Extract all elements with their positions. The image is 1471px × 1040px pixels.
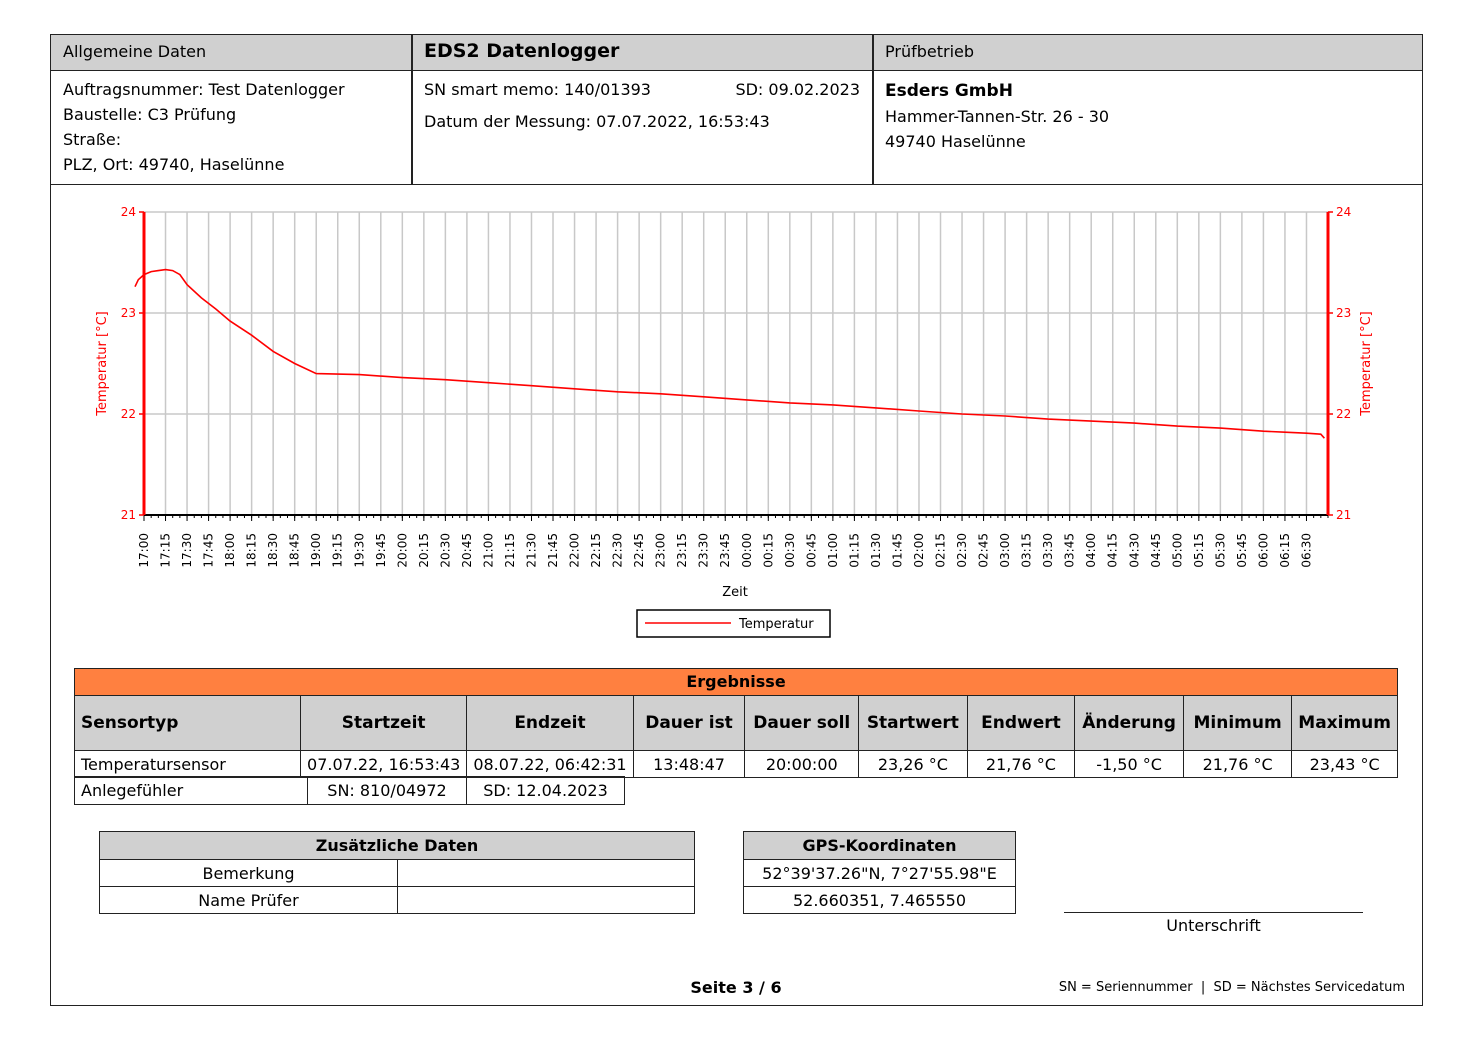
header-maximum: Maximum [1292, 696, 1398, 751]
gps-table [743, 831, 1016, 914]
x-tick-label: 17:15 [158, 533, 173, 568]
gps-dms: 52°39'37.26"N, 7°27'55.98"E [744, 860, 1016, 887]
x-tick-label: 17:45 [201, 533, 216, 568]
header-sensor-type: Sensortyp [75, 696, 301, 751]
x-tick-label: 04:15 [1105, 533, 1120, 568]
company-street: Hammer-Tannen-Str. 26 - 30 [885, 107, 1110, 126]
x-tick-label: 00:00 [739, 533, 754, 568]
x-tick-label: 06:15 [1277, 533, 1292, 568]
x-tick-label: 21:30 [524, 533, 539, 568]
y-tick-label-right: 22 [1336, 407, 1352, 421]
x-tick-label: 23:15 [675, 533, 690, 568]
cell-end-time: 08.07.22, 06:42:31 [467, 751, 633, 778]
x-tick-label: 19:15 [330, 533, 345, 568]
probe-row [75, 777, 625, 805]
cell-duration-actual: 13:48:47 [633, 751, 745, 778]
gps-header [744, 832, 1016, 860]
x-tick-label: 05:30 [1213, 533, 1228, 568]
examiner-value [398, 887, 695, 914]
x-tick-label: 23:30 [696, 533, 711, 568]
x-tick-label: 17:30 [180, 533, 195, 568]
x-tick-label: 01:30 [868, 533, 883, 568]
x-tick-label: 18:15 [244, 533, 259, 568]
y-tick-label-right: 24 [1336, 205, 1352, 219]
x-tick-label: 22:30 [610, 533, 625, 568]
abbreviation-note: SN = Seriennummer | SD = Nächstes Servicedatum [1058, 980, 1405, 995]
header-duration-actual: Dauer ist [633, 696, 745, 751]
company-name: Esders GmbH [885, 81, 1013, 101]
x-tick-label: 00:30 [782, 533, 797, 568]
cell-duration-target: 20:00:00 [745, 751, 859, 778]
y-tick-label-left: 24 [120, 205, 136, 219]
y-tick-label-left: 21 [120, 508, 136, 522]
x-tick-label: 19:45 [373, 533, 388, 568]
x-tick-label: 23:00 [653, 533, 668, 568]
y-axis-title-right: Temperatur [°C] [1359, 311, 1374, 416]
cell-start-value: 23,26 °C [859, 751, 968, 778]
x-tick-label: 01:15 [847, 533, 862, 568]
x-tick-label: 19:30 [352, 533, 367, 568]
header-duration-target: Dauer soll [745, 696, 859, 751]
x-tick-label: 06:00 [1256, 533, 1271, 568]
x-tick-label: 04:45 [1148, 533, 1163, 568]
extra-data-table [99, 831, 695, 914]
gps-decimal-row [744, 887, 1016, 914]
postal-city: PLZ, Ort: 49740, Haselünne [63, 155, 285, 174]
header-company-title: Prüfbetrieb [885, 42, 975, 61]
examiner-row [100, 887, 695, 914]
x-tick-label: 20:30 [438, 533, 453, 568]
legend-label: Temperatur [739, 617, 814, 632]
gps-title: GPS-Koordinaten [744, 832, 1016, 860]
x-tick-label: 18:45 [287, 533, 302, 568]
results-row [75, 751, 1398, 778]
remark-label: Bemerkung [100, 860, 398, 887]
street: Straße: [63, 130, 122, 149]
x-tick-label: 06:30 [1299, 533, 1314, 568]
examiner-label: Name Prüfer [100, 887, 398, 914]
probe-service-date: SD: 12.04.2023 [467, 777, 625, 805]
x-tick-label: 05:00 [1170, 533, 1185, 568]
x-tick-label: 02:15 [933, 533, 948, 568]
results-table [74, 695, 1398, 778]
header-end-value: Endwert [967, 696, 1074, 751]
company-city: 49740 Haselünne [885, 132, 1026, 151]
x-tick-label: 20:15 [416, 533, 431, 568]
cell-change: -1,50 °C [1075, 751, 1184, 778]
extra-data-header [100, 832, 695, 860]
results-title: Ergebnisse [74, 668, 1398, 696]
x-tick-label: 05:15 [1191, 533, 1206, 568]
y-tick-label-right: 23 [1336, 306, 1352, 320]
gps-dms-row [744, 860, 1016, 887]
y-axis-title-left: Temperatur [°C] [95, 311, 110, 416]
probe-table [74, 776, 625, 805]
series-line-temperatur [135, 270, 1324, 439]
site: Baustelle: C3 Prüfung [63, 105, 237, 124]
cell-maximum: 23,43 °C [1292, 751, 1398, 778]
header-start-value: Startwert [859, 696, 968, 751]
extra-data-title: Zusätzliche Daten [100, 832, 695, 860]
signature-label: Unterschrift [1166, 916, 1261, 935]
logger-service-date: SD: 09.02.2023 [735, 80, 860, 99]
x-tick-label: 02:00 [911, 533, 926, 568]
x-axis-title: Zeit [722, 585, 748, 600]
cell-start-time: 07.07.22, 16:53:43 [301, 751, 467, 778]
cell-sensor-type: Temperatursensor [75, 751, 301, 778]
x-tick-label: 19:00 [309, 533, 324, 568]
x-tick-label: 01:45 [890, 533, 905, 568]
header-general-title: Allgemeine Daten [63, 42, 207, 61]
x-tick-label: 00:15 [761, 533, 776, 568]
signature-line [1064, 912, 1363, 913]
header-minimum: Minimum [1183, 696, 1291, 751]
x-tick-label: 03:30 [1041, 533, 1056, 568]
x-tick-label: 04:00 [1084, 533, 1099, 568]
cell-end-value: 21,76 °C [967, 751, 1074, 778]
x-tick-label: 03:00 [998, 533, 1013, 568]
x-tick-label: 20:00 [395, 533, 410, 568]
y-tick-label-left: 23 [120, 306, 136, 320]
header-change: Änderung [1075, 696, 1184, 751]
cell-minimum: 21,76 °C [1183, 751, 1291, 778]
x-tick-label: 22:00 [567, 533, 582, 568]
x-tick-label: 00:45 [804, 533, 819, 568]
y-tick-label-left: 22 [120, 407, 136, 421]
x-tick-label: 01:00 [825, 533, 840, 568]
x-tick-label: 21:00 [481, 533, 496, 568]
x-tick-label: 22:15 [589, 533, 604, 568]
logger-serial: SN smart memo: 140/01393 [424, 80, 651, 99]
x-tick-label: 18:30 [266, 533, 281, 568]
remark-value [398, 860, 695, 887]
x-tick-label: 03:45 [1062, 533, 1077, 568]
x-tick-label: 02:45 [976, 533, 991, 568]
probe-type: Anlegefühler [75, 777, 308, 805]
header-start-time: Startzeit [301, 696, 467, 751]
x-tick-label: 21:45 [546, 533, 561, 568]
order-number: Auftragsnummer: Test Datenlogger [63, 80, 345, 99]
y-tick-label-right: 21 [1336, 508, 1352, 522]
page-number: Seite 3 / 6 [690, 978, 782, 997]
measurement-date: Datum der Messung: 07.07.2022, 16:53:43 [424, 112, 770, 131]
probe-serial: SN: 810/04972 [308, 777, 467, 805]
x-tick-label: 23:45 [718, 533, 733, 568]
x-tick-label: 03:15 [1019, 533, 1034, 568]
x-tick-label: 20:45 [459, 533, 474, 568]
x-tick-label: 17:00 [137, 533, 151, 568]
x-tick-label: 04:30 [1127, 533, 1142, 568]
x-tick-label: 22:45 [632, 533, 647, 568]
x-tick-label: 21:15 [502, 533, 517, 568]
remark-row [100, 860, 695, 887]
results-header-row [75, 696, 1398, 751]
x-tick-label: 18:00 [223, 533, 238, 568]
x-tick-label: 02:30 [955, 533, 970, 568]
gps-decimal: 52.660351, 7.465550 [744, 887, 1016, 914]
header-end-time: Endzeit [467, 696, 633, 751]
header-logger-title: EDS2 Datenlogger [424, 40, 620, 62]
x-tick-label: 05:45 [1234, 533, 1249, 568]
